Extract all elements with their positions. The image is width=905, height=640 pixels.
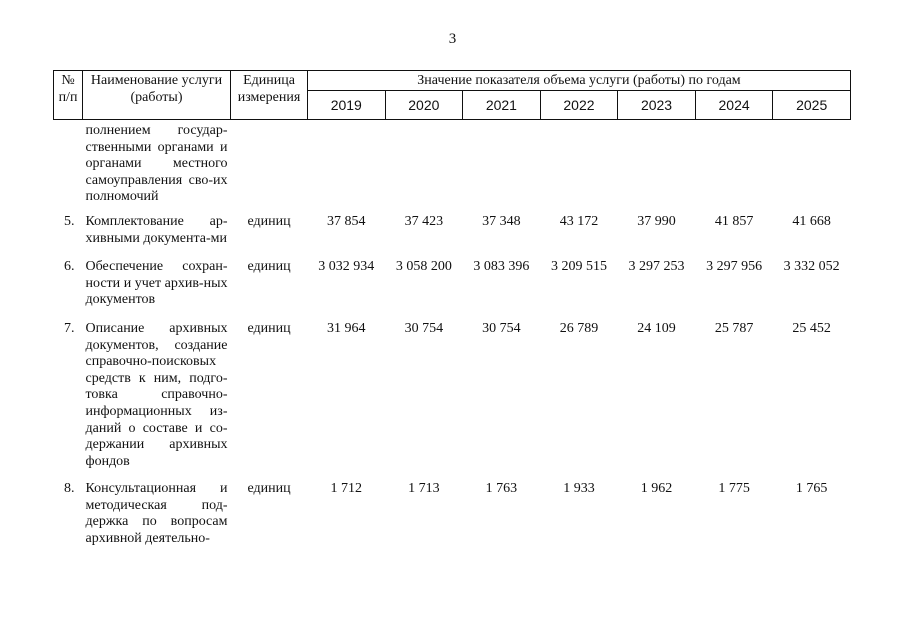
- cell-value-2020: 37 423: [404, 213, 444, 229]
- header-year-2019: 2019: [308, 91, 386, 120]
- cell-value-2019: 37 854: [327, 213, 366, 229]
- cell-value-2023: 24 109: [637, 320, 676, 336]
- table-row-continuation: [54, 120, 851, 214]
- cell-service-name: Обеспечение сохран-ности и учет архив-ных документов: [85, 259, 228, 308]
- cell-value-2024: 25 787: [714, 320, 754, 336]
- table-body: [54, 120, 851, 548]
- cell-value-2024: 41 857: [714, 213, 754, 229]
- cell-value-2021: 3 083 396: [473, 259, 530, 275]
- header-year-2022: 2022: [540, 91, 618, 120]
- header-year-2025: 2025: [773, 91, 851, 120]
- cell-unit: единиц: [247, 259, 291, 275]
- services-volume-table: [53, 70, 851, 548]
- header-unit: Единица измерения: [231, 71, 308, 120]
- cell-value-2022: 43 172: [559, 213, 599, 229]
- cell-value-2023: 3 297 253: [628, 259, 685, 275]
- cell-value-2022: 1 933: [563, 481, 595, 497]
- cell-value-2022: 3 209 515: [550, 259, 607, 275]
- cell-values-empty: [308, 120, 851, 214]
- header-values-title: Значение показателя объема услуги (работы) по годам: [308, 71, 851, 91]
- cell-service-name: Комплектование ар-хивными документа-ми: [85, 213, 228, 246]
- cell-value-2019: 31 964: [327, 320, 366, 336]
- table-row: [54, 481, 851, 547]
- cell-unit: единиц: [247, 481, 291, 497]
- cell-value-2024: 3 297 956: [706, 259, 763, 275]
- cell-value-2023: 37 990: [637, 213, 676, 229]
- cell-service-name: полнением государ-ственными органами и органами местного самоуправления сво-их полномочий: [85, 123, 228, 205]
- cell-value-2020: 3 058 200: [395, 259, 452, 275]
- cell-value-2025: 25 452: [792, 320, 831, 336]
- cell-service-name: Консультационная и методическая под-держка по вопросам архивной деятельно-: [85, 481, 228, 547]
- header-year-2024: 2024: [695, 91, 773, 120]
- cell-value-2021: 30 754: [482, 320, 521, 336]
- table-row: [54, 214, 851, 259]
- cell-number: 7.: [64, 320, 75, 336]
- cell-value-2024: 1 775: [718, 481, 750, 497]
- cell-value-2021: 1 763: [485, 481, 518, 497]
- table-row: [54, 259, 851, 321]
- table-header: [54, 71, 851, 120]
- cell-unit: единиц: [247, 213, 291, 229]
- services-volume-table-container: [53, 70, 850, 548]
- header-number: № п/п: [54, 71, 83, 120]
- header-year-2020: 2020: [385, 91, 463, 120]
- table-row: [54, 321, 851, 481]
- cell-value-2023: 1 962: [640, 481, 673, 497]
- header-year-2021: 2021: [463, 91, 541, 120]
- cell-value-2019: 3 032 934: [318, 259, 375, 275]
- cell-number: [54, 120, 83, 214]
- page-number: 3: [448, 31, 457, 47]
- cell-unit: единиц: [247, 320, 291, 336]
- cell-unit: [231, 120, 308, 214]
- cell-number: 6.: [64, 259, 75, 275]
- cell-number: 5.: [64, 213, 75, 229]
- cell-value-2020: 30 754: [404, 320, 444, 336]
- cell-value-2020: 1 713: [408, 481, 440, 497]
- header-service-name: Наименование услуги (работы): [83, 71, 231, 120]
- cell-value-2025: 1 765: [795, 481, 828, 497]
- header-year-2023: 2023: [618, 91, 696, 120]
- cell-value-2021: 37 348: [482, 213, 521, 229]
- cell-value-2022: 26 789: [559, 320, 599, 336]
- cell-value-2019: 1 712: [330, 481, 363, 497]
- cell-number: 8.: [64, 481, 75, 497]
- cell-service-name: Описание архивных документов, создание справочно-поисковых средств к ним, подго-товка справочно-информационных из-даний о составе и со-держании архивных фондов: [85, 320, 228, 469]
- cell-value-2025: 3 332 052: [783, 259, 840, 275]
- cell-value-2025: 41 668: [792, 213, 831, 229]
